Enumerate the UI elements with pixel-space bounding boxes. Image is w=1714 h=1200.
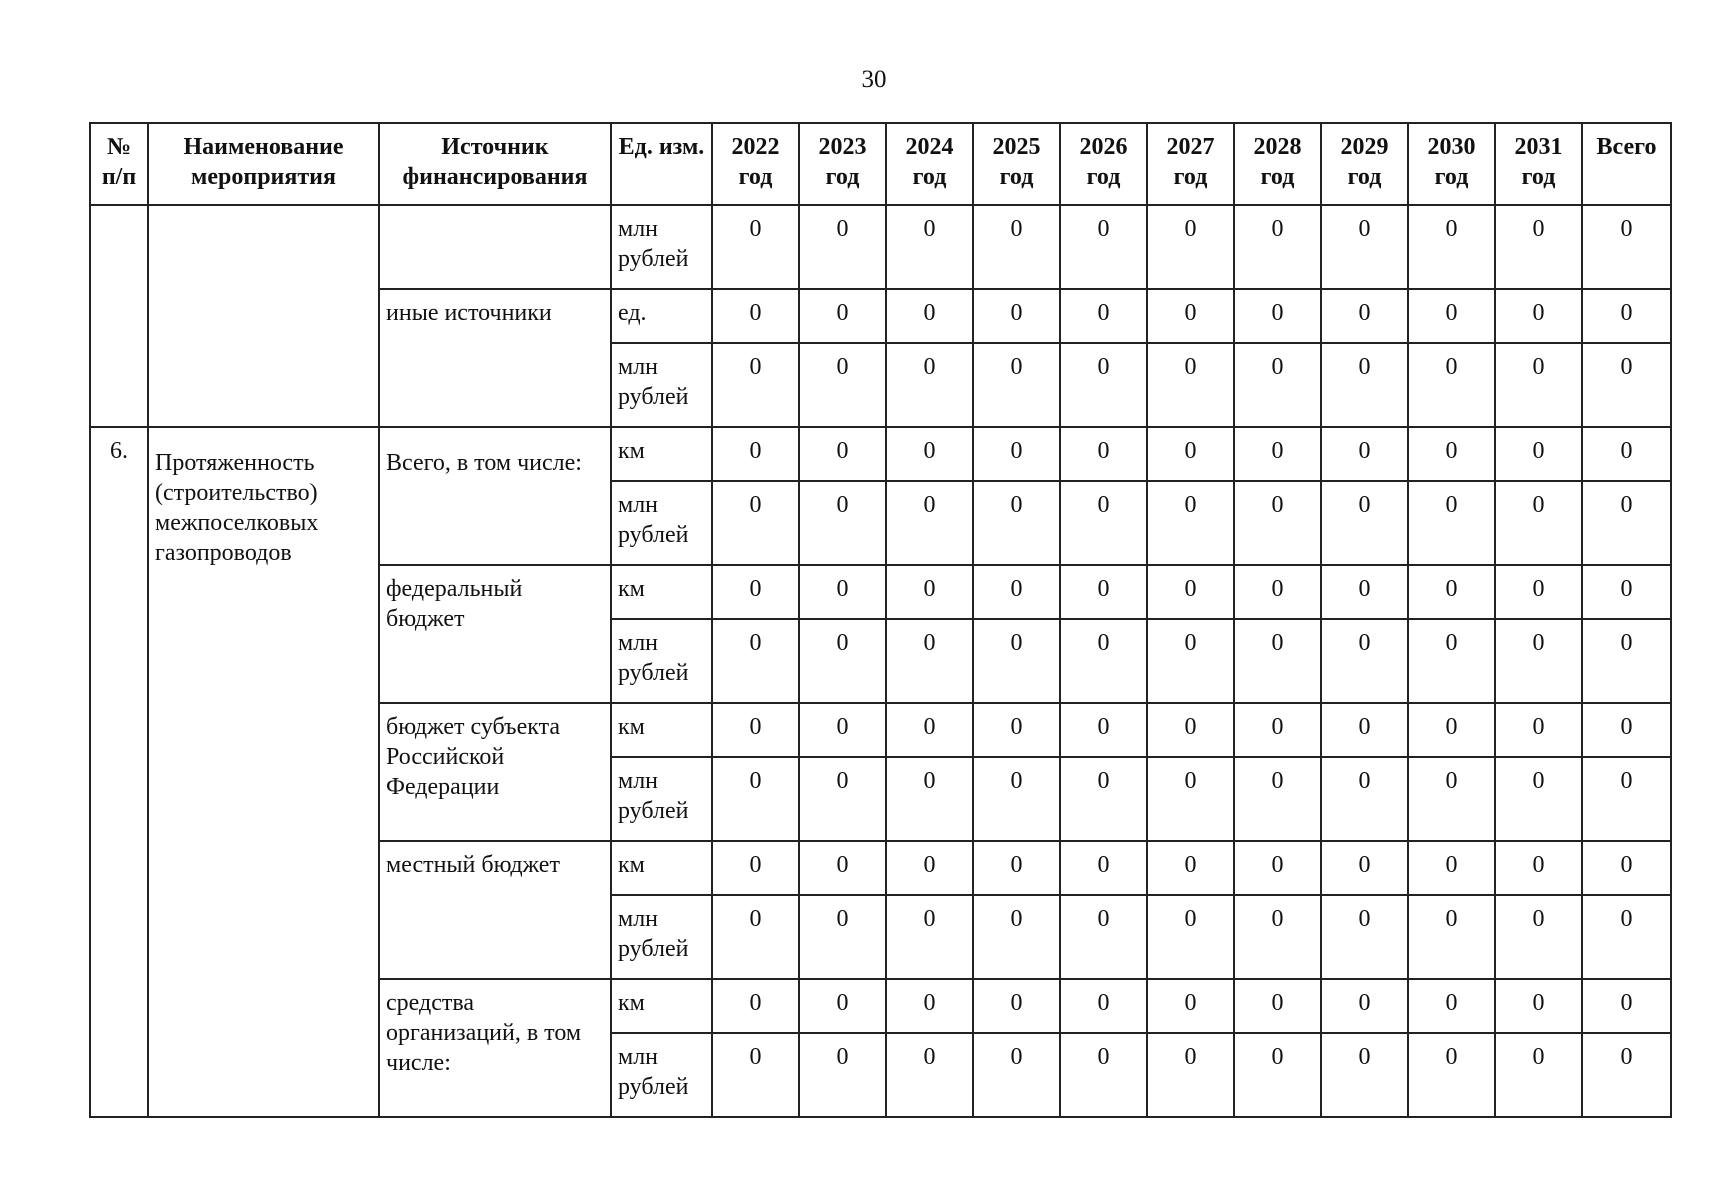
- value-cell: 0: [1495, 703, 1582, 757]
- unit-cell: млн рублей: [611, 619, 712, 703]
- value-cell: 0: [712, 565, 799, 619]
- value-cell: 0: [799, 1033, 886, 1117]
- value-cell: 0: [886, 289, 973, 343]
- value-cell: 0: [1060, 427, 1147, 481]
- value-cell: 0: [1321, 619, 1408, 703]
- value-cell: 0: [1495, 565, 1582, 619]
- value-cell: 0: [799, 619, 886, 703]
- value-cell: 0: [973, 565, 1060, 619]
- value-cell: 0: [886, 205, 973, 289]
- value-cell: 0: [712, 427, 799, 481]
- value-cell: 0: [1147, 343, 1234, 427]
- total-cell: 0: [1582, 895, 1671, 979]
- value-cell: 0: [1495, 343, 1582, 427]
- value-cell: 0: [799, 481, 886, 565]
- value-cell: 0: [799, 757, 886, 841]
- value-cell: 0: [799, 427, 886, 481]
- value-cell: 0: [1321, 703, 1408, 757]
- unit-cell: км: [611, 979, 712, 1033]
- value-cell: 0: [1147, 757, 1234, 841]
- value-cell: 0: [1147, 205, 1234, 289]
- source-cell: местный бюджет: [379, 841, 611, 979]
- total-cell: 0: [1582, 565, 1671, 619]
- value-cell: 0: [712, 343, 799, 427]
- value-cell: 0: [1234, 481, 1321, 565]
- value-cell: 0: [973, 343, 1060, 427]
- cont-num-cell: [90, 205, 148, 427]
- header-event: Наименование мероприятия: [148, 123, 379, 205]
- header-year: 2024 год: [886, 123, 973, 205]
- header-year: 2030 год: [1408, 123, 1495, 205]
- value-cell: 0: [1408, 205, 1495, 289]
- value-cell: 0: [712, 289, 799, 343]
- value-cell: 0: [1060, 895, 1147, 979]
- unit-cell: млн рублей: [611, 895, 712, 979]
- header-row: [90, 123, 1671, 205]
- value-cell: 0: [712, 1033, 799, 1117]
- value-cell: 0: [886, 703, 973, 757]
- value-cell: 0: [886, 565, 973, 619]
- value-cell: 0: [1408, 481, 1495, 565]
- source-cell: иные источники: [379, 289, 611, 427]
- value-cell: 0: [799, 841, 886, 895]
- unit-cell: млн рублей: [611, 205, 712, 289]
- unit-cell: км: [611, 565, 712, 619]
- value-cell: 0: [1234, 427, 1321, 481]
- header-year: 2029 год: [1321, 123, 1408, 205]
- table-row: [90, 427, 1671, 481]
- table-row: [90, 205, 1671, 289]
- value-cell: 0: [712, 703, 799, 757]
- source-cell: средства организаций, в том числе:: [379, 979, 611, 1117]
- header-source: Источник финансирования: [379, 123, 611, 205]
- value-cell: 0: [1321, 895, 1408, 979]
- value-cell: 0: [1495, 619, 1582, 703]
- value-cell: 0: [799, 895, 886, 979]
- value-cell: 0: [1234, 205, 1321, 289]
- header-year: 2022 год: [712, 123, 799, 205]
- total-cell: 0: [1582, 289, 1671, 343]
- value-cell: 0: [1321, 343, 1408, 427]
- value-cell: 0: [712, 757, 799, 841]
- value-cell: 0: [1147, 289, 1234, 343]
- value-cell: 0: [1147, 427, 1234, 481]
- header-num: № п/п: [90, 123, 148, 205]
- value-cell: 0: [1408, 979, 1495, 1033]
- value-cell: 0: [1495, 481, 1582, 565]
- value-cell: 0: [1495, 841, 1582, 895]
- total-cell: 0: [1582, 979, 1671, 1033]
- total-cell: 0: [1582, 619, 1671, 703]
- value-cell: 0: [886, 979, 973, 1033]
- value-cell: 0: [1408, 757, 1495, 841]
- value-cell: 0: [1495, 205, 1582, 289]
- value-cell: 0: [712, 895, 799, 979]
- value-cell: 0: [1060, 619, 1147, 703]
- header-year: 2025 год: [973, 123, 1060, 205]
- value-cell: 0: [886, 343, 973, 427]
- value-cell: 0: [1495, 289, 1582, 343]
- value-cell: 0: [1147, 979, 1234, 1033]
- total-cell: 0: [1582, 757, 1671, 841]
- value-cell: 0: [1408, 895, 1495, 979]
- value-cell: 0: [1147, 1033, 1234, 1117]
- total-cell: 0: [1582, 343, 1671, 427]
- value-cell: 0: [799, 979, 886, 1033]
- unit-cell: млн рублей: [611, 757, 712, 841]
- source-cell: Всего, в том числе:: [379, 427, 611, 565]
- value-cell: 0: [1234, 619, 1321, 703]
- value-cell: 0: [886, 841, 973, 895]
- value-cell: 0: [1060, 757, 1147, 841]
- total-cell: 0: [1582, 1033, 1671, 1117]
- value-cell: 0: [1060, 979, 1147, 1033]
- value-cell: 0: [1060, 841, 1147, 895]
- value-cell: 0: [1408, 343, 1495, 427]
- value-cell: 0: [1234, 703, 1321, 757]
- value-cell: 0: [1321, 565, 1408, 619]
- header-unit: Ед. изм.: [611, 123, 712, 205]
- value-cell: 0: [973, 895, 1060, 979]
- unit-cell: км: [611, 703, 712, 757]
- total-cell: 0: [1582, 841, 1671, 895]
- value-cell: 0: [973, 841, 1060, 895]
- value-cell: 0: [1321, 841, 1408, 895]
- value-cell: 0: [973, 481, 1060, 565]
- value-cell: 0: [1321, 289, 1408, 343]
- value-cell: 0: [1321, 979, 1408, 1033]
- unit-cell: млн рублей: [611, 1033, 712, 1117]
- row-number: 6.: [90, 427, 148, 1117]
- unit-cell: млн рублей: [611, 343, 712, 427]
- value-cell: 0: [1147, 565, 1234, 619]
- header-year: 2027 год: [1147, 123, 1234, 205]
- value-cell: 0: [1408, 703, 1495, 757]
- value-cell: 0: [712, 841, 799, 895]
- page-number: 30: [861, 66, 887, 93]
- header-year: 2023 год: [799, 123, 886, 205]
- value-cell: 0: [1495, 1033, 1582, 1117]
- value-cell: 0: [1495, 979, 1582, 1033]
- value-cell: 0: [1321, 757, 1408, 841]
- value-cell: 0: [1234, 841, 1321, 895]
- value-cell: 0: [1147, 481, 1234, 565]
- value-cell: 0: [1408, 1033, 1495, 1117]
- total-cell: 0: [1582, 205, 1671, 289]
- value-cell: 0: [1147, 619, 1234, 703]
- unit-cell: ед.: [611, 289, 712, 343]
- value-cell: 0: [799, 205, 886, 289]
- header-year: 2026 год: [1060, 123, 1147, 205]
- value-cell: 0: [1321, 427, 1408, 481]
- cont-source-cell: [379, 205, 611, 289]
- value-cell: 0: [1321, 481, 1408, 565]
- value-cell: 0: [799, 703, 886, 757]
- value-cell: 0: [1234, 979, 1321, 1033]
- financing-table: [89, 122, 1672, 1118]
- value-cell: 0: [1321, 205, 1408, 289]
- header-year: 2028 год: [1234, 123, 1321, 205]
- value-cell: 0: [973, 979, 1060, 1033]
- value-cell: 0: [1234, 289, 1321, 343]
- value-cell: 0: [1408, 619, 1495, 703]
- value-cell: 0: [973, 703, 1060, 757]
- item6-section: [90, 427, 1671, 1117]
- value-cell: 0: [973, 427, 1060, 481]
- value-cell: 0: [799, 289, 886, 343]
- value-cell: 0: [1060, 565, 1147, 619]
- value-cell: 0: [1495, 895, 1582, 979]
- total-cell: 0: [1582, 481, 1671, 565]
- value-cell: 0: [1234, 895, 1321, 979]
- value-cell: 0: [712, 481, 799, 565]
- header-year: 2031 год: [1495, 123, 1582, 205]
- total-cell: 0: [1582, 703, 1671, 757]
- value-cell: 0: [1234, 343, 1321, 427]
- header-total: Всего: [1582, 123, 1671, 205]
- value-cell: 0: [712, 619, 799, 703]
- event-name: Протяженность (строительство) межпоселковых газопроводов: [148, 427, 379, 1117]
- value-cell: 0: [886, 619, 973, 703]
- value-cell: 0: [799, 565, 886, 619]
- value-cell: 0: [1234, 1033, 1321, 1117]
- value-cell: 0: [886, 1033, 973, 1117]
- unit-cell: км: [611, 427, 712, 481]
- value-cell: 0: [1060, 289, 1147, 343]
- value-cell: 0: [1060, 481, 1147, 565]
- value-cell: 0: [1060, 205, 1147, 289]
- value-cell: 0: [886, 895, 973, 979]
- total-cell: 0: [1582, 427, 1671, 481]
- value-cell: 0: [712, 205, 799, 289]
- value-cell: 0: [886, 481, 973, 565]
- value-cell: 0: [886, 427, 973, 481]
- value-cell: 0: [1060, 703, 1147, 757]
- value-cell: 0: [712, 979, 799, 1033]
- value-cell: 0: [973, 619, 1060, 703]
- value-cell: 0: [1234, 757, 1321, 841]
- value-cell: 0: [973, 1033, 1060, 1117]
- source-cell: федеральный бюджет: [379, 565, 611, 703]
- value-cell: 0: [1408, 565, 1495, 619]
- value-cell: 0: [1495, 757, 1582, 841]
- cont-event-cell: [148, 205, 379, 427]
- value-cell: 0: [1060, 343, 1147, 427]
- value-cell: 0: [1321, 1033, 1408, 1117]
- value-cell: 0: [1060, 1033, 1147, 1117]
- value-cell: 0: [1234, 565, 1321, 619]
- value-cell: 0: [1495, 427, 1582, 481]
- value-cell: 0: [1147, 895, 1234, 979]
- value-cell: 0: [973, 289, 1060, 343]
- value-cell: 0: [1147, 841, 1234, 895]
- value-cell: 0: [1408, 427, 1495, 481]
- value-cell: 0: [799, 343, 886, 427]
- source-cell: бюджет субъекта Российской Федерации: [379, 703, 611, 841]
- value-cell: 0: [1408, 289, 1495, 343]
- value-cell: 0: [973, 205, 1060, 289]
- value-cell: 0: [973, 757, 1060, 841]
- value-cell: 0: [1408, 841, 1495, 895]
- value-cell: 0: [1147, 703, 1234, 757]
- value-cell: 0: [886, 757, 973, 841]
- unit-cell: км: [611, 841, 712, 895]
- unit-cell: млн рублей: [611, 481, 712, 565]
